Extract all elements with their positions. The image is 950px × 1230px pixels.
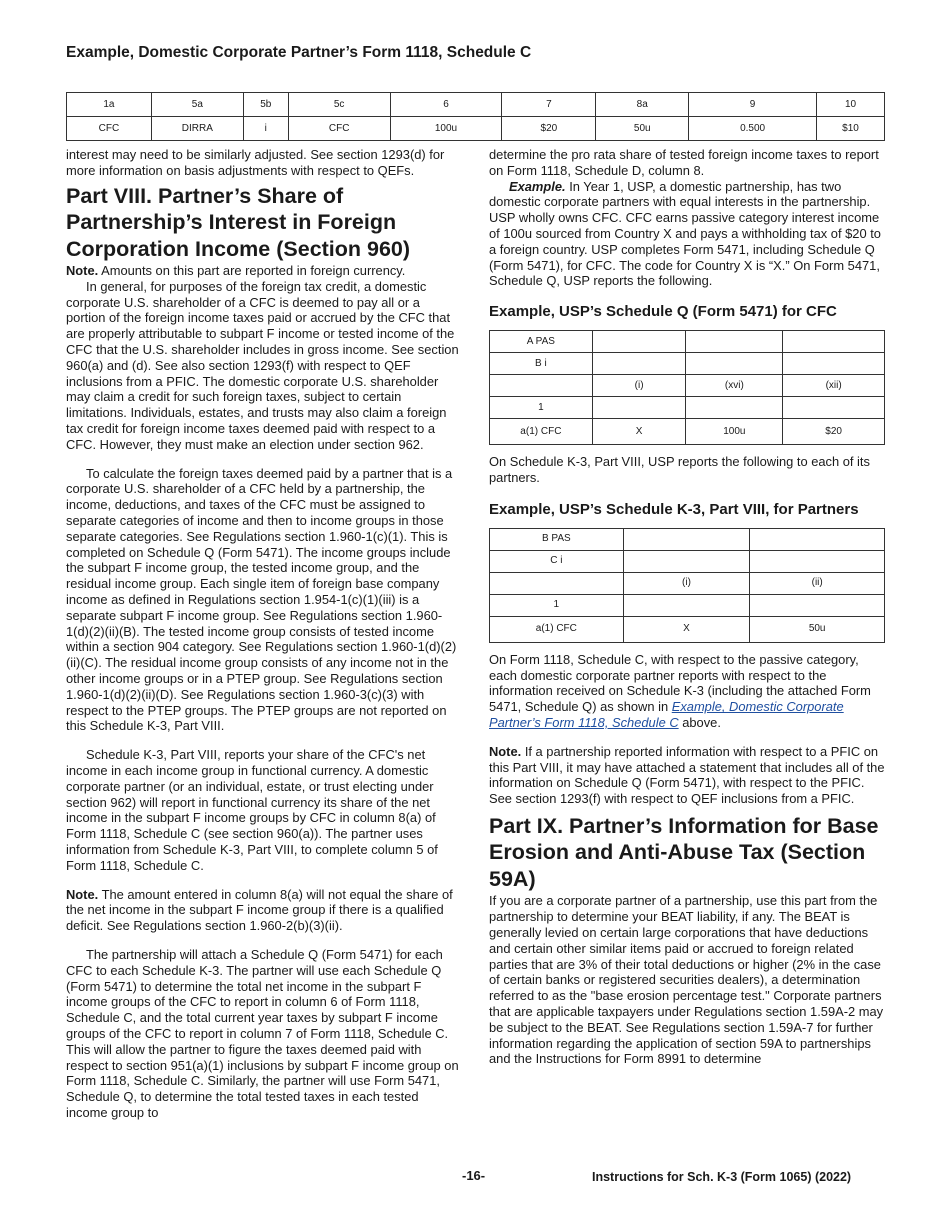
table-cell: i xyxy=(243,117,288,141)
table-cell: 100u xyxy=(390,117,502,141)
table-row xyxy=(490,550,885,572)
part-viii-heading: Part VIII. Partner’s Share of Partnership’s Interest in Foreign Corporation Income (Section 960) xyxy=(66,183,411,261)
schedule-k3-table xyxy=(489,528,885,643)
example-form-1118-link[interactable]: Example, Domestic Corporate Partner’s Form 1118, Schedule C xyxy=(489,699,844,730)
table-cell: 50u xyxy=(750,616,885,642)
table-cell: $20 xyxy=(502,117,596,141)
right-column xyxy=(489,147,885,1067)
table-cell xyxy=(750,594,885,616)
example-label: Example. xyxy=(509,178,566,194)
schedule-k3-heading: Example, USP’s Schedule K-3, Part VIII, for Partners xyxy=(489,500,859,518)
body-paragraph: On Schedule K-3, Part VIII, USP reports the following to each of its partners. xyxy=(489,454,870,485)
example-paragraph xyxy=(489,179,885,290)
table-cell: X xyxy=(592,419,686,445)
header-cell: 10 xyxy=(817,93,885,117)
table-cell xyxy=(686,397,783,419)
table-row xyxy=(490,419,885,445)
note-text: If a partnership reported information with respect to a PFIC on this Part VIII, it may have attached a statement that includes all of the information on Schedule Q (Form 5471), with respect to the PFIC. See section 1293(f) with respect to QEF inclusions from a PFIC. xyxy=(489,743,885,807)
header-cell: 5b xyxy=(243,93,288,117)
table-cell xyxy=(490,572,624,594)
continued-paragraph: determine the pro rata share of tested foreign income taxes to report on Form 1118, Schedule D, column 8. xyxy=(489,147,879,178)
note-paragraph xyxy=(66,263,460,279)
table-cell xyxy=(623,550,750,572)
table-row xyxy=(490,397,885,419)
body-paragraph: In general, for purposes of the foreign tax credit, a domestic corporate U.S. shareholder of a CFC is deemed to pay all or a portion of the foreign income taxes paid or accrued by the CFC that are properly attributable to subpart F income or tested income of the CFC that the U.S. shareholder includes in gross income. See section 960(a) and (d). See also section 1293(f) with respect to QEF inclusions from a PFIC. The domestic corporate U.S. shareholder may claim a credit for such foreign taxes, subject to certain limitations. Individuals, estates, and trusts may also claim a foreign tax credit for foreign income taxes deemed paid with respect to a CFC. However, they must make an election under section 962. xyxy=(66,278,459,452)
body-paragraph: The partnership will attach a Schedule Q (Form 5471) for each CFC to each Schedule K-3. The partner will use each Schedule Q (Form 5471) to determine the total net income in the subpart F income groups of the CFC to report in column 6 of Form 1118, Schedule C, and the total current year taxes by subpart F income groups of the CFC to report in column 7 of Form 1118, Schedule C. This will allow the partner to figure the taxes deemed paid with respect to section 951(a)(1) inclusions by subpart F income group on Form 1118, Schedule C. Similarly, the partner will use Form 5471, Schedule Q, to determine the total tested taxes in each tested income group to xyxy=(66,946,459,1120)
table-cell: 1 xyxy=(490,397,593,419)
schedule-q-table xyxy=(489,330,885,445)
note-text: The amount entered in column 8(a) will not equal the share of the net income in the subpart F income group if there is a qualified deficit. See Regulations section 1.960-2(b)(3)(ii). xyxy=(66,886,453,934)
table-cell: CFC xyxy=(288,117,390,141)
table-cell xyxy=(623,594,750,616)
table-cell: $10 xyxy=(817,117,885,141)
table-cell: 1 xyxy=(490,594,624,616)
table-cell xyxy=(783,353,885,375)
table-cell xyxy=(750,528,885,550)
table-cell xyxy=(750,550,885,572)
table-row xyxy=(67,117,885,141)
table-cell: a(1) CFC xyxy=(490,616,624,642)
table-cell: $20 xyxy=(783,419,885,445)
header-cell: 8a xyxy=(596,93,689,117)
example-title: Example, Domestic Corporate Partner’s Form 1118, Schedule C xyxy=(66,44,532,61)
table-row xyxy=(490,353,885,375)
table-cell: CFC xyxy=(67,117,152,141)
table-cell: 50u xyxy=(596,117,689,141)
text-run: above. xyxy=(678,714,721,730)
note-label: Note. xyxy=(66,263,99,279)
table-cell: 100u xyxy=(686,419,783,445)
table-cell: (i) xyxy=(592,375,686,397)
body-paragraph xyxy=(489,652,885,731)
body-paragraph: To calculate the foreign taxes deemed paid by a partner that is a corporate U.S. shareholder of a CFC held by a partnership, the income, deductions, and taxes of the CFC must be assigned to separate categories of income and then to income groups in those separate categories. See Regulations section 1.960-1(c)(1). This is completed on Schedule Q (Form 5471). The income groups include the subpart F income group, the tested income group, and the residual income group. Each single item of foreign base company income as defined in Regulations section 1.954-1(c)(1)(iii) is a separate subpart F income group. See Regulations section 1.960-1(d)(2)(ii)(B). The tested income group consists of tested income within a section 904 category. See Regulations section 1.960-1(d)(2)(ii)(C). The residual income group consists of any income not in the other income groups or in a PTEP group. See Regulations section 1.960-1(d)(2)(ii)(D). See Regulations section 1.960-3(c)(3) with respect to the PTEP groups. The PTEP groups are not reported on this Schedule K-3, Part VIII. xyxy=(66,465,457,734)
body-paragraph: Schedule K-3, Part VIII, reports your share of the CFC's net income in each income group in functional currency. A domestic corporate partner (or an individual, estate, or trust electing under section 962) will report in functional currency its share of the net income in the subpart F income groups by CFC in column 8(a) of Form 1118, Schedule C (see section 960(a)). The partner uses information from Schedule K-3, Part VIII, to complete column 5 of Form 1118, Schedule C. xyxy=(66,747,438,873)
table-cell xyxy=(783,397,885,419)
table-cell xyxy=(592,397,686,419)
table-cell xyxy=(592,331,686,353)
header-cell: 5c xyxy=(288,93,390,117)
header-cell: 9 xyxy=(689,93,817,117)
table-cell xyxy=(490,375,593,397)
example-text: In Year 1, USP, a domestic partnership, has two domestic corporate partners with equal interests in the partnership. USP wholly owns CFC. CFC earns passive category interest income of 100u sourced from Country X and pays a withholding tax of $20 to a foreign country. USP completes Form 5471, including Schedule Q (Form 5471), for CFC. The code for Country X is “X.” On Form 5471, Schedule Q, USP reports the following. xyxy=(489,178,881,289)
table-row xyxy=(490,331,885,353)
table-cell: B i xyxy=(490,353,593,375)
table-cell: 0.500 xyxy=(689,117,817,141)
note-text: Amounts on this part are reported in foreign currency. xyxy=(98,263,406,279)
table-cell xyxy=(623,528,750,550)
table-cell xyxy=(686,331,783,353)
table-cell: B PAS xyxy=(490,528,624,550)
note-paragraph xyxy=(489,744,885,807)
part-ix-heading: Part IX. Partner’s Information for Base Erosion and Anti-Abuse Tax (Section 59A) xyxy=(489,813,879,891)
table-cell: (ii) xyxy=(750,572,885,594)
header-cell: 7 xyxy=(502,93,596,117)
text-run: On Form 1118, Schedule C, with respect to the passive category, each domestic corporate partner reports with respect to the information received on Schedule K-3 (including the attached Form 5471, Schedule Q) as shown in xyxy=(489,651,871,715)
note-label: Note. xyxy=(66,886,99,902)
table-cell: a(1) CFC xyxy=(490,419,593,445)
page-number: -16- xyxy=(462,1168,486,1183)
table-cell: A PAS xyxy=(490,331,593,353)
table-row xyxy=(490,616,885,642)
table-row xyxy=(490,375,885,397)
note-paragraph xyxy=(66,887,460,934)
table-cell: X xyxy=(623,616,750,642)
table-cell: (i) xyxy=(623,572,750,594)
intro-paragraph: interest may need to be similarly adjusted. See section 1293(d) for more information on basis adjustments with respect to QEFs. xyxy=(66,147,445,178)
table-row xyxy=(490,572,885,594)
table-row xyxy=(490,594,885,616)
body-paragraph: If you are a corporate partner of a partnership, use this part from the partnership to determine your BEAT liability, if any. The BEAT is generally levied on certain large corporations that have deductions and certain other similar items paid or accrued to foreign related parties that are 3% of their total deductions or higher (2% in the case of certain banks or registered securities dealers), a determination referred to as the "base erosion percentage test." Corporate partners that are applicable taxpayers under Regulations section 1.59A-2 may be subject to the BEAT. See Regulations section 1.59A-7 for further information regarding the application of section 59A to partnerships and the Instructions for Form 8991 to determine xyxy=(489,893,884,1067)
header-cell: 6 xyxy=(390,93,502,117)
table-cell: DIRRA xyxy=(151,117,243,141)
left-column xyxy=(66,147,460,1121)
schedule-q-heading: Example, USP’s Schedule Q (Form 5471) for CFC xyxy=(489,303,837,321)
header-cell: 5a xyxy=(151,93,243,117)
note-label: Note. xyxy=(489,743,522,759)
table-cell xyxy=(686,353,783,375)
table-cell xyxy=(783,331,885,353)
table-cell: C i xyxy=(490,550,624,572)
table-cell: (xii) xyxy=(783,375,885,397)
footer-title: Instructions for Sch. K-3 (Form 1065) (2022) xyxy=(592,1170,852,1184)
header-cell: 1a xyxy=(67,93,152,117)
table-header-row xyxy=(67,93,885,117)
table-cell xyxy=(592,353,686,375)
table-row xyxy=(490,528,885,550)
form-1118-example-table xyxy=(66,92,885,141)
table-cell: (xvi) xyxy=(686,375,783,397)
